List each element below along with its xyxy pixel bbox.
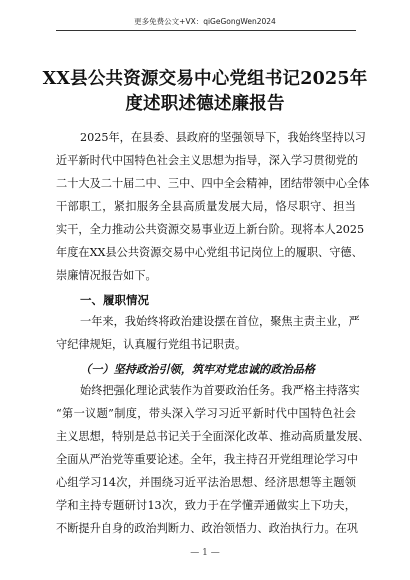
subsection-heading: （一）坚持政治引领，筑牢对党忠诚的政治品格 [80, 362, 315, 376]
paragraph-3-line: 全面从严治党等重要论述。全年，我主持召开党组理论学习中 [56, 453, 359, 466]
paragraph-3-line: 心组学习14次，并围绕习近平法治思想、经济思想等主题领 [56, 476, 356, 489]
paragraph-3-line: “第一议题”制度，带头深入学习习近平新时代中国特色社会 [56, 407, 356, 420]
paragraph-1-line: 年度在XX县公共资源交易中心党组书记岗位上的履职、守德、 [56, 246, 363, 259]
paragraph-1-line: 实干，全力推动公共资源交易事业迈上新台阶。现将本人2025 [56, 223, 365, 236]
paragraph-3-line: 主义思想，特别是总书记关于全面深化改革、推动高质量发展、 [56, 430, 370, 443]
header-rule [56, 30, 356, 31]
paragraph-2-line: 守纪律规矩，认真履行党组书记职责。 [56, 338, 247, 351]
paragraph-3-line: 不断提升自身的政治判断力、政治领悟力、政治执行力。在巩 [56, 522, 359, 535]
paragraph-1-line: 近平新时代中国特色社会主义思想为指导，深入学习贯彻党的 [56, 154, 359, 167]
document-title-line-1: XX县公共资源交易中心党组书记2025年 [42, 69, 368, 89]
page-number: — 1 — [190, 548, 220, 558]
document-title-line-2: 度述职述德述廉报告 [125, 94, 285, 114]
paragraph-1-line: 崇廉情况报告如下。 [56, 269, 157, 282]
header-note: 更多免费公文+VX：qiGeGongWen2024 [134, 17, 276, 26]
paragraph-2-line: 一年来，我始终将政治建设摆在首位，聚焦主责主业，严 [80, 315, 360, 328]
paragraph-3-line: 始终把强化理论武装作为首要政治任务。我严格主持落实 [80, 384, 360, 397]
paragraph-3-line: 学和主持专题研讨13次，致力于在学懂弄通做实上下功夫， [56, 499, 356, 512]
paragraph-1-line: 干部职工，紧扣服务全县高质量发展大局，恪尽职守、担当 [56, 200, 356, 213]
section-heading: 一、履职情况 [80, 293, 149, 307]
paragraph-1-line: 2025年，在县委、县政府的坚强领导下，我始终坚持以习 [80, 131, 366, 144]
paragraph-1-line: 二十大及二十届二中、三中、四中全会精神，团结带领中心全体 [56, 177, 370, 190]
